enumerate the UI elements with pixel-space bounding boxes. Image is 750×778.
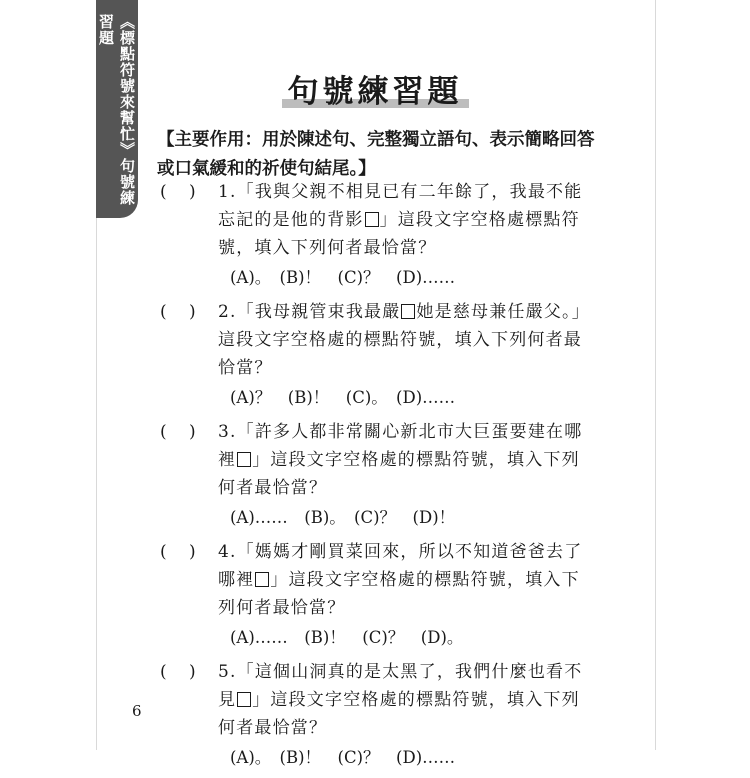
question-options: (A)。 (B)！ (C)？ (D)…… bbox=[230, 748, 456, 767]
question-number: 4. bbox=[218, 542, 237, 562]
question-3 bbox=[160, 418, 590, 532]
question-options: (A)。 (B)！ (C)？ (D)…… bbox=[230, 268, 456, 287]
blank-box-icon bbox=[237, 692, 251, 707]
question-text-before: 「這個山洞真的是太黑了，我們什麼也看不見 bbox=[218, 662, 583, 710]
question-text-before: 「許多人都非常關心新北市大巨蛋要建在哪裡 bbox=[218, 422, 583, 470]
question-list bbox=[160, 178, 590, 778]
blank-box-icon bbox=[237, 452, 251, 467]
answer-blank: ( ) bbox=[160, 182, 196, 202]
page-title: 句號練習題 bbox=[282, 66, 469, 111]
blank-box-icon bbox=[401, 304, 415, 319]
title-wrap bbox=[0, 66, 750, 111]
question-text-before: 「我母親管束我最嚴 bbox=[236, 302, 401, 322]
question-text-before: 「媽媽才剛買菜回來，所以不知道爸爸去了哪裡 bbox=[218, 542, 583, 590]
question-5 bbox=[160, 658, 590, 772]
question-text bbox=[218, 298, 590, 382]
question-1 bbox=[160, 178, 590, 292]
answer-blank: ( ) bbox=[160, 662, 196, 682]
intro-text: 【主要作用：用於陳述句、完整獨立語句、表示簡略回答或口氣緩和的祈使句結尾。】 bbox=[157, 130, 595, 179]
blank-box-icon bbox=[255, 572, 269, 587]
question-text bbox=[218, 538, 590, 622]
question-number: 2. bbox=[218, 302, 237, 322]
question-text-after: 」這段文字空格處的標點符號，填入下列何者最恰當？ bbox=[218, 570, 580, 618]
question-text-before: 「我與父親不相見已有二年餘了，我最不能忘記的是他的背影 bbox=[218, 182, 583, 230]
answer-blank: ( ) bbox=[160, 422, 196, 442]
question-options: (A)…… (B)！ (C)？ (D)。 bbox=[230, 628, 464, 647]
question-text-after: 」這段文字空格處標點符號，填入下列何者最恰當？ bbox=[218, 210, 580, 258]
chapter-side-tab-label: 《標點符號來幫忙》句號練習題 bbox=[97, 14, 136, 206]
question-number: 3. bbox=[218, 422, 237, 442]
blank-box-icon bbox=[365, 212, 379, 227]
question-options: (A)…… (B)。 (C)？ (D)！ bbox=[230, 508, 456, 527]
question-text bbox=[218, 418, 590, 502]
question-text bbox=[218, 658, 590, 742]
page-number: 6 bbox=[132, 702, 142, 720]
question-text-after: 」這段文字空格處的標點符號，填入下列何者最恰當？ bbox=[218, 690, 580, 738]
answer-blank: ( ) bbox=[160, 302, 196, 322]
question-options: (A)？ (B)！ (C)。 (D)…… bbox=[230, 388, 456, 407]
question-number: 1. bbox=[218, 182, 237, 202]
question-text bbox=[218, 178, 590, 262]
question-text-after: 」這段文字空格處的標點符號，填入下列何者最恰當？ bbox=[218, 450, 580, 498]
question-text-after: 她是慈母兼任嚴父。」這段文字空格處的標點符號，填入下列何者最恰當？ bbox=[218, 302, 590, 378]
question-2 bbox=[160, 298, 590, 412]
question-number: 5. bbox=[218, 662, 237, 682]
question-4 bbox=[160, 538, 590, 652]
answer-blank: ( ) bbox=[160, 542, 196, 562]
